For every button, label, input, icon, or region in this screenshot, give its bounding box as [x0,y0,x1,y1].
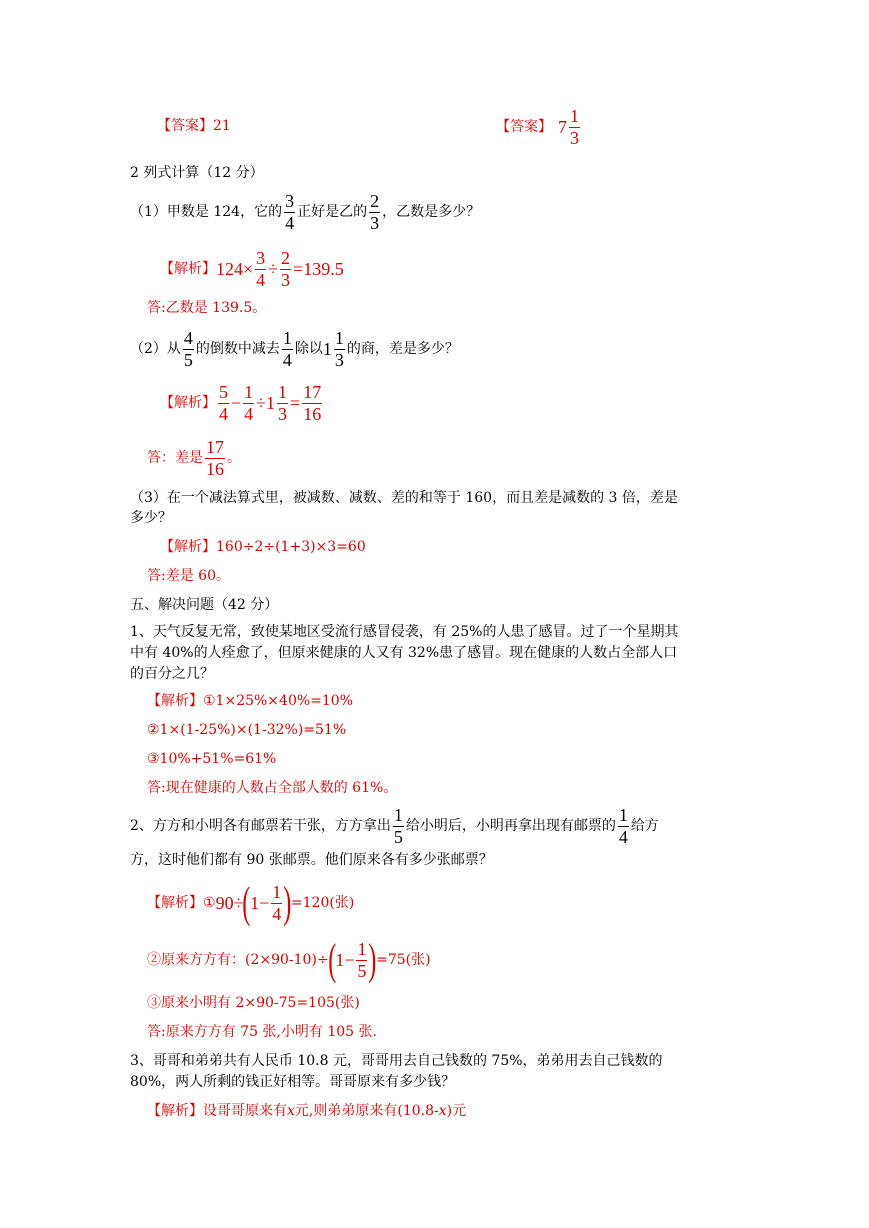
q2-question: （2）从 $\frac{4}{5}$ 的倒数中减去 $\frac{1}{4}$ 除以 1 $\frac{1}{3}$ 的商，差是多少？ [130,327,459,370]
q1-question: （1）甲数是 124，它的 $\frac{3}{4}$ 正好是乙的 $\frac{2}{3}$ ，乙数是多少？ [130,190,481,233]
p3-line2: 80%，两人所剩的钱正好相等。哥哥原来有多少钱？ [130,1074,456,1090]
q1-answer: 答:乙数是 139.5。 [147,300,267,316]
p3-line1: 3、哥哥和弟弟共有人民币 10.8 元，哥哥用去自己钱数的 75%，弟弟用去自己钱数的 [130,1053,663,1069]
top-left-answer [157,116,231,136]
p1-line3: 的百分之几？ [130,666,214,682]
answer-label: 【答案】 [496,119,552,135]
p2-answer: 答:原来方方有 75 张,小明有 105 张. [147,1024,377,1040]
section-5-heading: 五、解决问题（42 分） [130,597,279,613]
top-right-answer [496,105,582,148]
p2-solution-step3: ③原来小明有 2×90-75=105(张) [147,995,360,1011]
p1-line2: 中有 40%的人痊愈了，但原来健康的人又有 32%患了感冒。现在健康的人数占全部人口 [130,645,678,661]
answer-whole: 7 [558,117,567,137]
p3-solution: 【解析】 设哥哥原来有 x 元,则弟弟原来有(10.8- x )元 [147,1103,467,1119]
section-2-heading: 2 列式计算（12 分） [130,165,264,181]
q3-answer: 答:差是 60。 [147,568,230,584]
q3-question-line1: （3）在一个减法算式里，被减数、减数、差的和等于 160，而且差是减数的 3 倍，差是 [130,490,678,506]
p1-line1: 1、天气反复无常，致使某地区受流行感冒侵袭，有 25%的人患了感冒。过了一个星期其 [130,624,679,640]
q3-solution: 【解析】 160÷2÷(1+3)×3=60 [160,539,366,555]
p2-line2: 方，这时他们都有 90 张邮票。他们原来各有多少张邮票？ [130,852,493,868]
q3-question-line2: 多少？ [130,510,172,526]
q1-solution: 【解析】 124× $\frac{3}{4}$ ÷ $\frac{2}{3}$ =139.5 [160,247,344,290]
p1-answer: 答:现在健康的人数占全部人数的 61%。 [147,780,398,796]
p1-solution-step1: 【解析】 ①1×25%×40%=10% [147,693,354,709]
q2-solution: 【解析】 $\frac{5}{4}$ − $\frac{1}{4}$ ÷1 $\frac{1}{3}$ = $\frac{17}{16}$ [160,381,322,424]
answer-value: 21 [213,118,231,134]
p2-solution-step1: 【解析】 ① 90÷ ( 1− $\frac{1}{4}$ ) =120(张) [147,878,355,927]
p1-solution-step2: ②1×(1-25%)×(1-32%)=51% [147,722,347,738]
p2-solution-step2: ②原来方方有：(2×90-10)÷ ( 1− $\frac{1}{5}$ ) =75(张) [147,935,431,984]
q2-answer: 答：差是 $\frac{17}{16}$ 。 [147,436,241,479]
answer-fraction: $\frac{1}{3}$ [570,105,579,148]
answer-label: 【答案】 [157,118,213,134]
p1-solution-step3: ③10%+51%=61% [147,751,277,767]
p2-line1: 2、方方和小明各有邮票若干张，方方拿出 $\frac{1}{5}$ 给小明后，小明再拿出现有邮票的 $\frac{1}{4}$ 给方 [130,804,659,847]
